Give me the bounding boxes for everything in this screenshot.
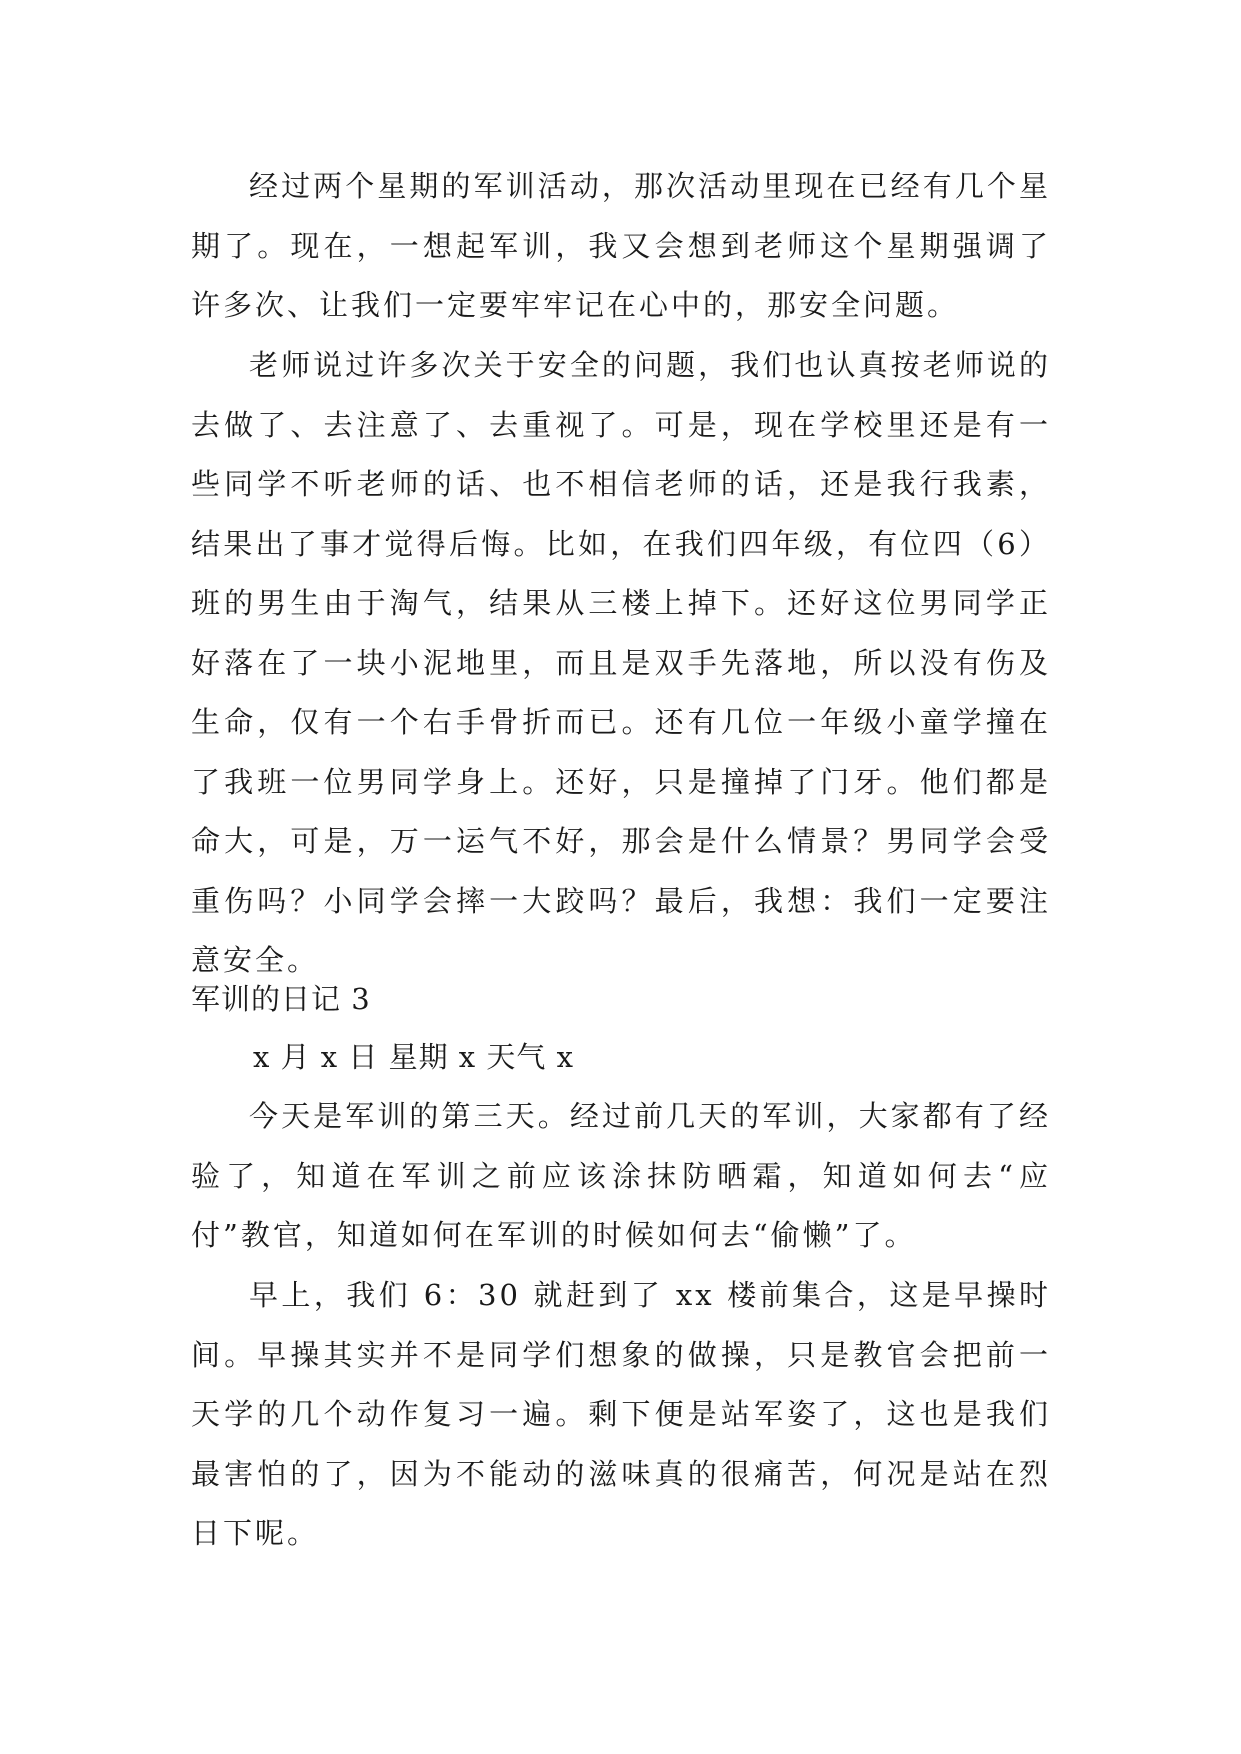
paragraph-2-block [191, 336, 1051, 991]
paragraph-4-block [191, 1266, 1051, 1564]
paragraph-3: 今天是军训的第三天。经过前几天的军训，大家都有了经验了，知道在军训之前应该涂抹防晒霜，知道如何去“应付”教官，知道如何在军训的时候如何去“偷懒”了。 [191, 1099, 1051, 1252]
paragraph-2: 老师说过许多次关于安全的问题，我们也认真按老师说的去做了、去注意了、去重视了。可是，现在学校里还是有一些同学不听老师的话、也不相信老师的话，还是我行我素，结果出了事才觉得后悔。比如，在我们四年级，有位四（6）班的男生由于淘气，结果从三楼上掉下。还好这位男同学正好落在了一块小泥地里，而且是双手先落地，所以没有伤及生命，仅有一个右手骨折而已。还有几位一年级小童学撞在了我班一位男同学身上。还好，只是撞掉了门牙。他们都是命大，可是，万一运气不好，那会是什么情景？男同学会受重伤吗？小同学会摔一大跤吗？最后，我想：我们一定要注意安全。 [191, 348, 1051, 977]
paragraph-4: 早上，我们 6：30 就赶到了 xx 楼前集合，这是早操时间。早操其实并不是同学们想象的做操，只是教官会把前一天学的几个动作复习一遍。剩下便是站军姿了，这也是我们最害怕的了，因为不能动的滋味真的很痛苦，何况是站在烈日下呢。 [191, 1278, 1051, 1550]
paragraph-1-block [191, 157, 1051, 336]
paragraph-1: 经过两个星期的军训活动，那次活动里现在已经有几个星期了。现在，一想起军训，我又会想到老师这个星期强调了许多次、让我们一定要牢牢记在心中的，那安全问题。 [191, 169, 1051, 322]
paragraph-3-block [191, 1087, 1051, 1266]
section-heading: 军训的日记 3 [191, 982, 371, 1016]
diary-dateline: x 月 x 日 星期 x 天气 x [253, 1040, 574, 1074]
